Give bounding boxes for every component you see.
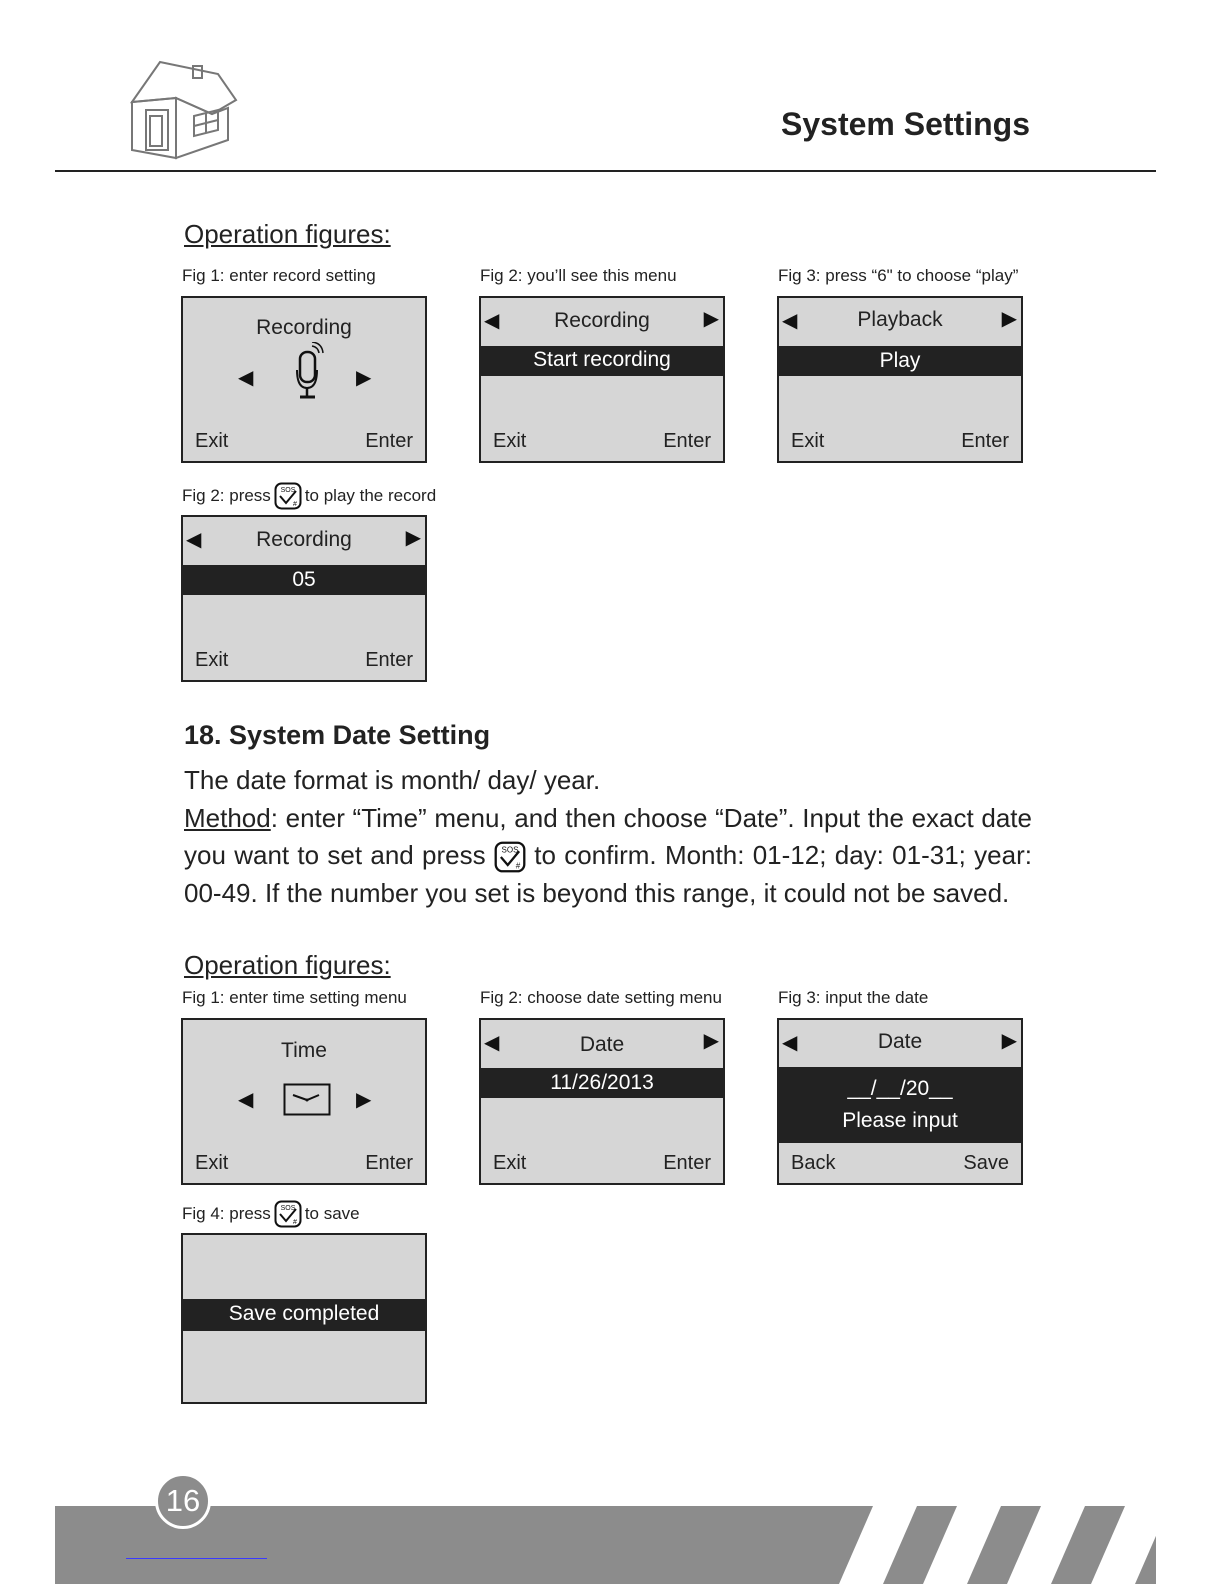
highlight-bar: Save completed: [183, 1299, 425, 1331]
right-arrow-icon: ▶: [703, 1030, 719, 1052]
footer-bar: [55, 1506, 1156, 1584]
figure-caption: [182, 1200, 360, 1228]
please-input-text: Please input: [842, 1109, 958, 1132]
enter-softkey: Enter: [365, 1152, 413, 1174]
page-title: System Settings: [781, 106, 1030, 142]
figure-caption: Fig 2: you’ll see this menu: [480, 266, 677, 285]
enter-softkey: Enter: [961, 430, 1009, 452]
method-text: : enter “Time” menu, and then choose “Date”. Input the exact date you want to set and press: [184, 802, 1032, 870]
svg-text:SOS: SOS: [501, 845, 519, 855]
date-input-field: __/__/20__: [847, 1077, 953, 1100]
exit-softkey: Exit: [195, 430, 229, 452]
highlight-bar: Start recording: [481, 346, 723, 376]
back-softkey: Back: [791, 1152, 836, 1174]
clock-icon: [283, 1083, 331, 1116]
sos-confirm-key-icon: [274, 482, 302, 510]
exit-softkey: Exit: [195, 649, 229, 671]
screen-title: Recording: [256, 316, 352, 339]
svg-text:SOS: SOS: [280, 1205, 296, 1212]
svg-text:SOS: SOS: [280, 487, 296, 494]
save-softkey: Save: [963, 1152, 1009, 1174]
method-text-cont: to confirm. Month: 01-12; day: 01-31; year: 00-49. If the number you set is beyond this range, it could not be saved.: [184, 840, 1032, 908]
exit-softkey: Exit: [195, 1152, 229, 1174]
left-arrow-icon: ◀: [186, 529, 202, 551]
device-screen-recording-menu: [479, 296, 725, 463]
svg-text:#: #: [292, 1219, 297, 1226]
left-arrow-icon: ◀: [484, 1032, 500, 1054]
left-arrow-icon: ◀: [782, 1032, 798, 1054]
sos-confirm-key-icon: [494, 841, 526, 873]
caption-text: to play the record: [304, 486, 437, 505]
screen-title: Playback: [857, 308, 943, 331]
device-screen-recording: [181, 296, 427, 463]
enter-softkey: Enter: [663, 430, 711, 452]
device-screen-playback: [777, 296, 1023, 463]
section-label: Operation figures:: [184, 219, 391, 249]
section-heading: 18. System Date Setting: [184, 720, 491, 750]
header-divider: [55, 170, 1156, 172]
left-arrow-icon: ◀: [238, 1089, 254, 1111]
caption-text: Fig 2: press: [182, 486, 271, 505]
exit-softkey: Exit: [791, 430, 825, 452]
enter-softkey: Enter: [365, 430, 413, 452]
footer-stripes: [835, 1506, 1156, 1584]
figure-caption: Fig 1: enter time setting menu: [182, 988, 407, 1007]
method-label: Method: [184, 802, 271, 833]
microphone-icon: [295, 342, 325, 400]
right-arrow-icon: ▶: [1001, 1030, 1017, 1052]
left-arrow-icon: ◀: [782, 310, 798, 332]
section-label: Operation figures:: [184, 950, 391, 980]
device-screen-date-menu: [479, 1018, 725, 1185]
footer-underline: [126, 1558, 267, 1559]
screen-title: Date: [877, 1030, 923, 1053]
house-logo-icon: [128, 58, 238, 162]
exit-softkey: Exit: [493, 430, 527, 452]
date-format-text: The date format is month/ day/ year.: [184, 765, 601, 795]
page-number: 16: [155, 1473, 211, 1529]
sos-confirm-key-icon: [274, 1200, 302, 1228]
highlight-bar: Play: [779, 346, 1021, 376]
screen-title: Date: [579, 1033, 625, 1056]
right-arrow-icon: ▶: [405, 527, 421, 549]
screen-title: Time: [281, 1039, 327, 1062]
enter-softkey: Enter: [365, 649, 413, 671]
right-arrow-icon: ▶: [703, 308, 719, 330]
svg-text:#: #: [292, 501, 297, 508]
right-arrow-icon: ▶: [356, 1089, 372, 1111]
screen-title: Recording: [554, 309, 650, 332]
device-screen-date-input: [777, 1018, 1023, 1185]
left-arrow-icon: ◀: [484, 310, 500, 332]
figure-caption: Fig 1: enter record setting: [182, 266, 376, 285]
caption-text: to save: [304, 1204, 360, 1223]
caption-text: Fig 4: press: [182, 1204, 271, 1223]
enter-softkey: Enter: [663, 1152, 711, 1174]
exit-softkey: Exit: [493, 1152, 527, 1174]
date-input-panel: [779, 1067, 1021, 1143]
date-instructions: [184, 762, 1032, 912]
screen-title: Recording: [256, 528, 352, 551]
svg-text:#: #: [515, 861, 521, 871]
right-arrow-icon: ▶: [1001, 308, 1017, 330]
figure-caption: [182, 482, 436, 510]
highlight-bar: 05: [183, 565, 425, 595]
device-screen-save-completed: [181, 1233, 427, 1404]
device-screen-time: [181, 1018, 427, 1185]
figure-caption: Fig 3: input the date: [778, 988, 929, 1007]
left-arrow-icon: ◀: [238, 367, 254, 389]
device-screen-record-number: [181, 515, 427, 682]
highlight-bar: 11/26/2013: [481, 1068, 723, 1098]
figure-caption: Fig 3: press “6" to choose “play”: [778, 266, 1019, 285]
right-arrow-icon: ▶: [356, 367, 372, 389]
figure-caption: Fig 2: choose date setting menu: [480, 988, 722, 1007]
